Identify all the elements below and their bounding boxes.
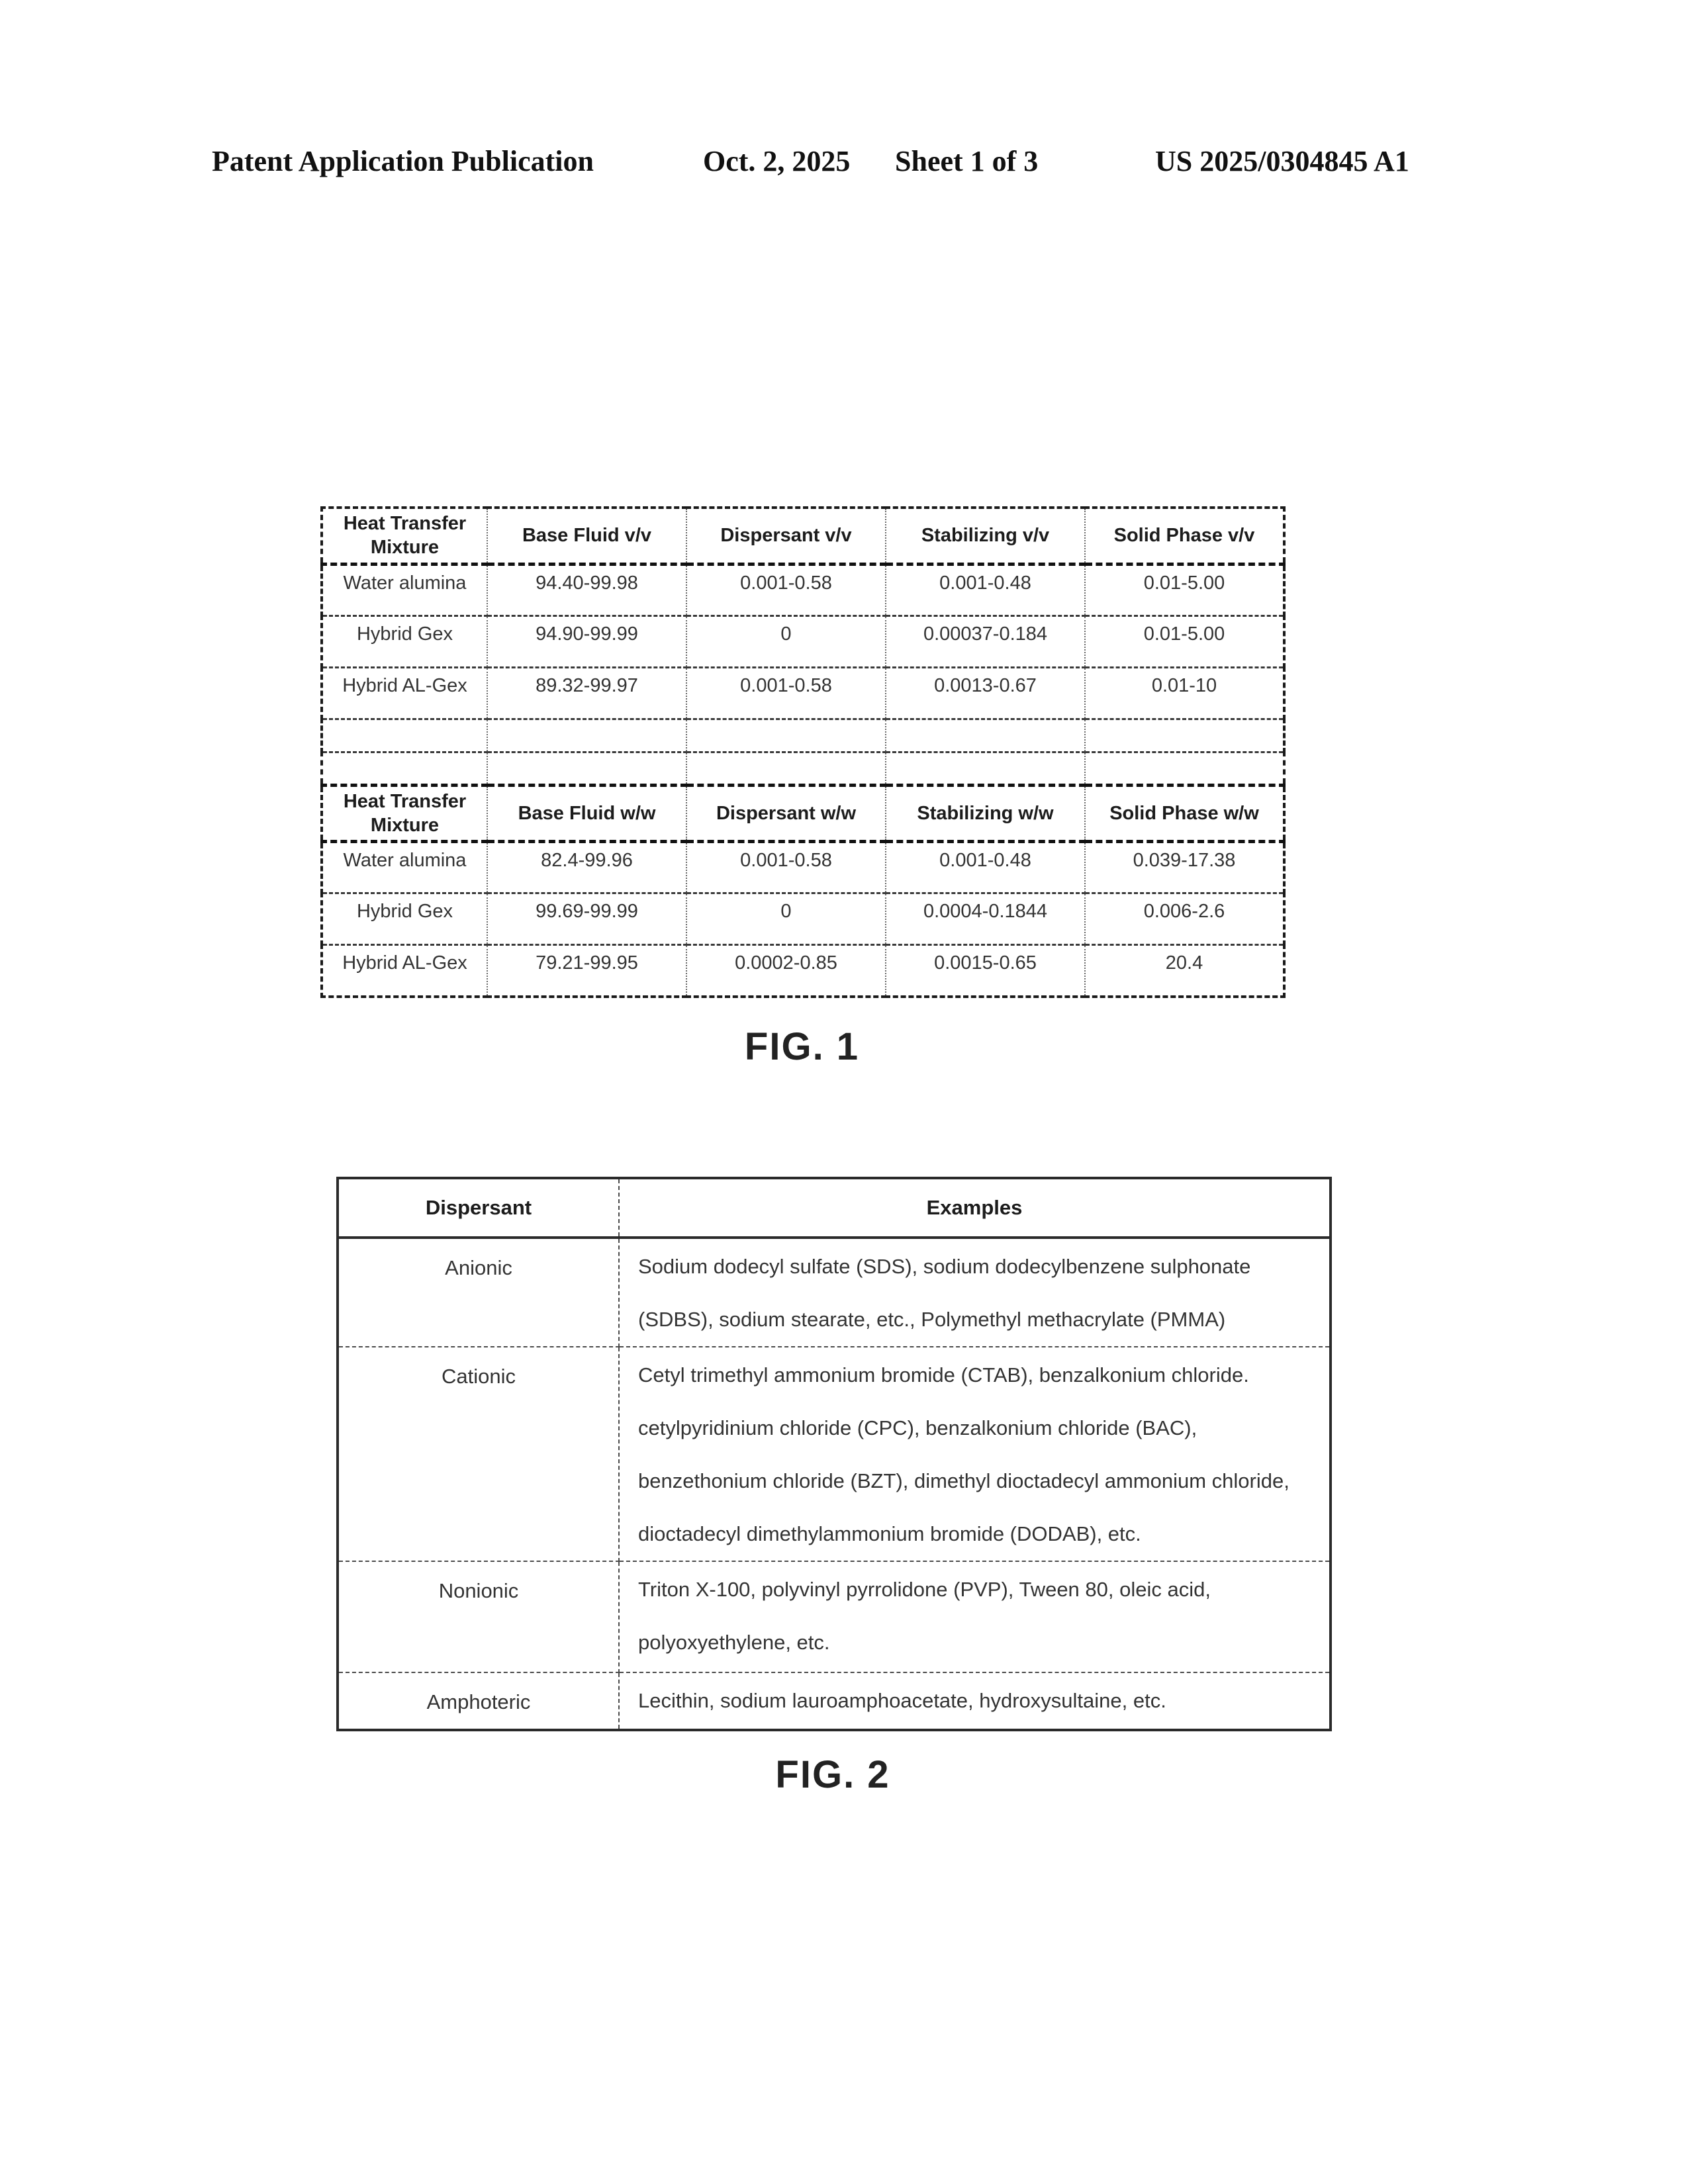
empty-table-cell xyxy=(1085,752,1284,785)
empty-table-cell xyxy=(886,719,1085,752)
table-cell: Cetyl trimethyl ammonium bromide (CTAB), benzalkonium chloride. cetylpyridinium chloride (CPC), benzalkonium chloride (BAC), benzethonium chloride (BZT), dimethyl dioctadecyl ammonium chloride, dioctadecyl dimethylammonium bromide (DODAB), etc. xyxy=(619,1347,1331,1561)
table-header-cell: Stabilizing w/w xyxy=(886,785,1085,842)
table-header-cell: Dispersant v/v xyxy=(686,508,886,564)
empty-table-cell xyxy=(487,752,686,785)
fig2-dispersant-table xyxy=(336,1177,1332,1731)
table-cell: 20.4 xyxy=(1085,945,1284,997)
table-cell: 0.01-10 xyxy=(1085,667,1284,719)
table-cell: Cationic xyxy=(338,1347,619,1561)
table-cell: Water alumina xyxy=(322,564,487,615)
table-header-cell: Solid Phase w/w xyxy=(1085,785,1284,842)
table-cell: Hybrid Gex xyxy=(322,615,487,667)
table-cell: Hybrid AL-Gex xyxy=(322,667,487,719)
table-cell: 0.01-5.00 xyxy=(1085,615,1284,667)
table-cell: Water alumina xyxy=(322,842,487,893)
table-cell: 0.001-0.48 xyxy=(886,842,1085,893)
table-cell: 0.001-0.48 xyxy=(886,564,1085,615)
header-publication-title: Patent Application Publication xyxy=(212,145,594,177)
table-header-cell: Base Fluid v/v xyxy=(487,508,686,564)
table-cell: Nonionic xyxy=(338,1561,619,1672)
table-cell: 0.0013-0.67 xyxy=(886,667,1085,719)
table-row xyxy=(322,893,1284,945)
empty-table-cell xyxy=(1085,719,1284,752)
table-cell: 0.039-17.38 xyxy=(1085,842,1284,893)
table-header-cell: Dispersant w/w xyxy=(686,785,886,842)
table-row xyxy=(338,1347,1331,1561)
table-header-cell: Dispersant xyxy=(338,1178,619,1238)
table-cell: Hybrid AL-Gex xyxy=(322,945,487,997)
empty-table-cell xyxy=(686,752,886,785)
table-cell: 0.01-5.00 xyxy=(1085,564,1284,615)
table-cell: 94.40-99.98 xyxy=(487,564,686,615)
table-cell: Hybrid Gex xyxy=(322,893,487,945)
fig1-vv-header-row xyxy=(322,508,1284,564)
header-sheet-number: Sheet 1 of 3 xyxy=(895,145,1039,177)
table-cell: 89.32-99.97 xyxy=(487,667,686,719)
table-cell: Sodium dodecyl sulfate (SDS), sodium dodecylbenzene sulphonate (SDBS), sodium stearate, etc., Polymethyl methacrylate (PMMA) xyxy=(619,1238,1331,1347)
empty-table-row xyxy=(322,719,1284,752)
empty-table-cell xyxy=(487,719,686,752)
table-cell: 94.90-99.99 xyxy=(487,615,686,667)
table-row xyxy=(338,1672,1331,1730)
fig2-header-row xyxy=(338,1178,1331,1238)
table-cell: 82.4-99.96 xyxy=(487,842,686,893)
table-row xyxy=(338,1561,1331,1672)
table-cell: Triton X-100, polyvinyl pyrrolidone (PVP), Tween 80, oleic acid, polyoxyethylene, etc. xyxy=(619,1561,1331,1672)
table-cell: 0 xyxy=(686,893,886,945)
table-row xyxy=(322,615,1284,667)
table-cell: 79.21-99.95 xyxy=(487,945,686,997)
table-cell: Lecithin, sodium lauroamphoacetate, hydroxysultaine, etc. xyxy=(619,1672,1331,1730)
fig1-heat-transfer-table xyxy=(320,506,1286,998)
empty-table-cell xyxy=(322,752,487,785)
table-cell: 0.001-0.58 xyxy=(686,667,886,719)
table-row xyxy=(322,667,1284,719)
header-date: Oct. 2, 2025 xyxy=(703,145,851,177)
table-row xyxy=(322,842,1284,893)
empty-table-cell xyxy=(322,719,487,752)
empty-table-row xyxy=(322,752,1284,785)
header-patent-number: US 2025/0304845 A1 xyxy=(1155,145,1409,177)
empty-table-cell xyxy=(886,752,1085,785)
table-cell: Anionic xyxy=(338,1238,619,1347)
table-header-cell: Heat Transfer Mixture xyxy=(322,508,487,564)
table-cell: 0 xyxy=(686,615,886,667)
table-header-cell: Stabilizing v/v xyxy=(886,508,1085,564)
table-cell: 0.001-0.58 xyxy=(686,564,886,615)
table-header-cell: Solid Phase v/v xyxy=(1085,508,1284,564)
table-cell: 0.001-0.58 xyxy=(686,842,886,893)
fig2-label: FIG. 2 xyxy=(775,1753,890,1796)
table-cell: 0.0004-0.1844 xyxy=(886,893,1085,945)
table-cell: 0.006-2.6 xyxy=(1085,893,1284,945)
table-cell: 99.69-99.99 xyxy=(487,893,686,945)
table-cell: 0.0002-0.85 xyxy=(686,945,886,997)
table-header-cell: Base Fluid w/w xyxy=(487,785,686,842)
table-header-cell: Heat Transfer Mixture xyxy=(322,785,487,842)
empty-table-cell xyxy=(686,719,886,752)
fig1-ww-header-row xyxy=(322,785,1284,842)
fig1-label: FIG. 1 xyxy=(744,1025,860,1068)
table-cell: 0.0015-0.65 xyxy=(886,945,1085,997)
table-row xyxy=(322,564,1284,615)
table-row xyxy=(338,1238,1331,1347)
table-header-cell: Examples xyxy=(619,1178,1331,1238)
table-row xyxy=(322,945,1284,997)
table-cell: Amphoteric xyxy=(338,1672,619,1730)
table-cell: 0.00037-0.184 xyxy=(886,615,1085,667)
